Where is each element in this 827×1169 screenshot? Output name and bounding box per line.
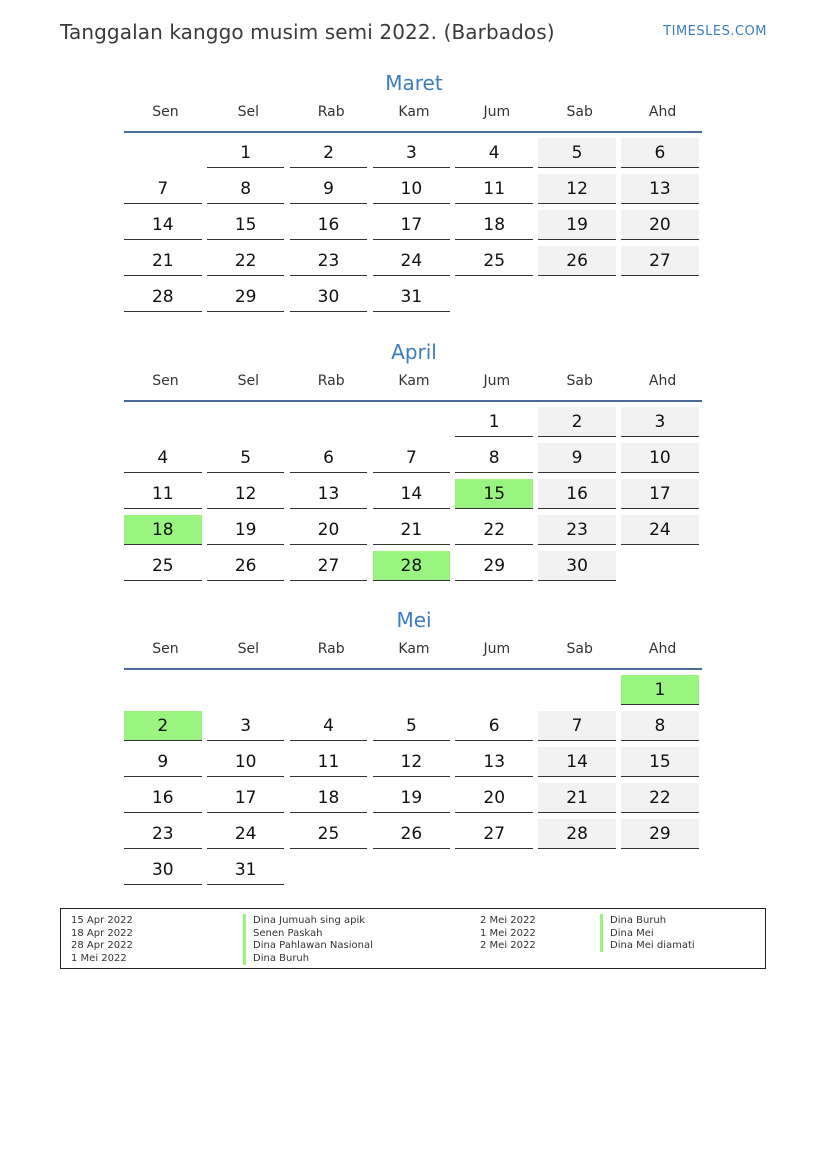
holiday-legend xyxy=(60,908,766,969)
day-cell[interactable]: 27 xyxy=(290,551,368,581)
day-cell[interactable]: 31 xyxy=(373,282,451,312)
week-row xyxy=(124,246,704,282)
weekday-label: Sab xyxy=(566,104,593,120)
empty-cell xyxy=(455,282,533,312)
day-cell[interactable]: 25 xyxy=(455,246,533,276)
week-row xyxy=(124,747,704,783)
weekday-header xyxy=(124,102,704,122)
week-row xyxy=(124,819,704,855)
day-cell[interactable]: 1 xyxy=(621,675,699,705)
week-row xyxy=(124,174,704,210)
week-row xyxy=(124,210,704,246)
day-cell[interactable]: 15 xyxy=(621,747,699,777)
week-row xyxy=(124,282,704,318)
weekday-label: Sel xyxy=(237,104,259,120)
day-cell[interactable]: 6 xyxy=(621,138,699,168)
empty-cell xyxy=(373,407,451,437)
day-cell[interactable]: 8 xyxy=(207,174,285,204)
empty-cell xyxy=(621,855,699,885)
weekday-label: Sel xyxy=(237,641,259,657)
day-cell[interactable]: 26 xyxy=(373,819,451,849)
empty-cell xyxy=(621,551,699,581)
weekday-label: Sen xyxy=(152,373,179,389)
day-cell[interactable]: 5 xyxy=(538,138,616,168)
day-cell[interactable]: 14 xyxy=(373,479,451,509)
weekday-label: Rab xyxy=(317,373,345,389)
day-cell[interactable]: 22 xyxy=(455,515,533,545)
month-title: April xyxy=(391,340,437,364)
legend-row xyxy=(61,952,765,965)
empty-cell xyxy=(207,675,285,705)
day-cell[interactable]: 26 xyxy=(538,246,616,276)
day-cell[interactable]: 27 xyxy=(455,819,533,849)
legend-row xyxy=(61,914,765,927)
week-row xyxy=(124,407,704,443)
week-row xyxy=(124,783,704,819)
day-cell[interactable]: 17 xyxy=(621,479,699,509)
legend-date: 2 Mei 2022 xyxy=(480,940,536,952)
day-cell[interactable]: 12 xyxy=(538,174,616,204)
empty-cell xyxy=(124,675,202,705)
day-cell[interactable]: 31 xyxy=(207,855,285,885)
day-cell[interactable]: 19 xyxy=(207,515,285,545)
empty-cell xyxy=(290,855,368,885)
empty-cell xyxy=(538,855,616,885)
legend-holiday-name: Senen Paskah xyxy=(243,927,483,940)
day-cell[interactable]: 30 xyxy=(124,855,202,885)
day-cell[interactable]: 24 xyxy=(207,819,285,849)
month-title: Mei xyxy=(396,608,432,632)
day-cell[interactable]: 5 xyxy=(373,711,451,741)
day-cell[interactable]: 1 xyxy=(455,407,533,437)
day-cell[interactable]: 10 xyxy=(621,443,699,473)
day-cell[interactable]: 7 xyxy=(538,711,616,741)
week-row xyxy=(124,443,704,479)
day-cell[interactable]: 27 xyxy=(621,246,699,276)
day-cell[interactable]: 10 xyxy=(373,174,451,204)
day-cell[interactable]: 11 xyxy=(455,174,533,204)
day-cell[interactable]: 21 xyxy=(124,246,202,276)
header-divider xyxy=(124,131,702,133)
day-cell[interactable]: 3 xyxy=(373,138,451,168)
weekday-label: Sel xyxy=(237,373,259,389)
legend-date: 1 Mei 2022 xyxy=(480,927,536,939)
day-cell[interactable]: 30 xyxy=(538,551,616,581)
legend-holiday-name: Dina Buruh xyxy=(243,952,483,965)
month-calendar xyxy=(124,337,704,587)
day-cell[interactable]: 29 xyxy=(455,551,533,581)
page-title: Tanggalan kanggo musim semi 2022. (Barbados) xyxy=(60,20,555,44)
day-cell[interactable]: 20 xyxy=(290,515,368,545)
week-row xyxy=(124,479,704,515)
day-cell[interactable]: 11 xyxy=(124,479,202,509)
brand-link[interactable]: TIMESLES.COM xyxy=(663,24,767,39)
day-cell[interactable]: 25 xyxy=(290,819,368,849)
legend-date: 2 Mei 2022 xyxy=(480,915,536,926)
day-cell[interactable]: 13 xyxy=(290,479,368,509)
day-cell[interactable]: 23 xyxy=(124,819,202,849)
day-cell[interactable]: 12 xyxy=(207,479,285,509)
day-cell[interactable]: 10 xyxy=(207,747,285,777)
legend-date: 28 Apr 2022 xyxy=(71,940,133,952)
weekday-label: Kam xyxy=(398,641,430,657)
day-cell[interactable]: 15 xyxy=(455,479,533,509)
empty-cell xyxy=(290,675,368,705)
day-cell[interactable]: 20 xyxy=(455,783,533,813)
day-cell[interactable]: 21 xyxy=(538,783,616,813)
empty-cell xyxy=(621,282,699,312)
empty-cell xyxy=(538,675,616,705)
day-cell[interactable]: 24 xyxy=(373,246,451,276)
day-cell[interactable]: 7 xyxy=(124,174,202,204)
weekday-label: Sen xyxy=(152,104,179,120)
legend-row xyxy=(61,939,765,952)
header-divider xyxy=(124,400,702,402)
day-cell[interactable]: 18 xyxy=(290,783,368,813)
empty-cell xyxy=(455,855,533,885)
day-cell[interactable]: 8 xyxy=(455,443,533,473)
empty-cell xyxy=(538,282,616,312)
day-cell[interactable]: 20 xyxy=(621,210,699,240)
day-cell[interactable]: 19 xyxy=(538,210,616,240)
day-cell[interactable]: 4 xyxy=(455,138,533,168)
day-cell[interactable]: 30 xyxy=(290,282,368,312)
day-cell[interactable]: 2 xyxy=(290,138,368,168)
day-cell[interactable]: 13 xyxy=(621,174,699,204)
week-row xyxy=(124,551,704,587)
empty-cell xyxy=(124,407,202,437)
empty-cell xyxy=(373,675,451,705)
day-cell[interactable]: 24 xyxy=(621,515,699,545)
weekday-label: Rab xyxy=(317,104,345,120)
day-cell[interactable]: 16 xyxy=(538,479,616,509)
day-cell[interactable]: 17 xyxy=(373,210,451,240)
weekday-label: Jum xyxy=(483,104,511,120)
legend-holiday-name: Dina Mei diamati xyxy=(600,939,827,952)
legend-holiday-name: Dina Mei xyxy=(600,927,827,940)
day-cell[interactable]: 18 xyxy=(124,515,202,545)
day-cell[interactable]: 4 xyxy=(124,443,202,473)
legend-row xyxy=(61,927,765,940)
day-cell[interactable]: 23 xyxy=(290,246,368,276)
day-cell[interactable]: 3 xyxy=(621,407,699,437)
day-cell[interactable]: 9 xyxy=(290,174,368,204)
empty-cell xyxy=(124,138,202,168)
day-cell[interactable]: 12 xyxy=(373,747,451,777)
day-cell[interactable]: 2 xyxy=(124,711,202,741)
day-cell[interactable]: 6 xyxy=(290,443,368,473)
day-cell[interactable]: 7 xyxy=(373,443,451,473)
week-row xyxy=(124,138,704,174)
day-cell[interactable]: 4 xyxy=(290,711,368,741)
weekday-label: Ahd xyxy=(648,641,677,657)
day-cell[interactable]: 26 xyxy=(207,551,285,581)
weekday-label: Jum xyxy=(483,373,511,389)
day-cell[interactable]: 16 xyxy=(290,210,368,240)
day-cell[interactable]: 6 xyxy=(455,711,533,741)
weekday-label: Rab xyxy=(317,641,345,657)
day-cell[interactable]: 21 xyxy=(373,515,451,545)
weekday-label: Jum xyxy=(483,641,511,657)
weekday-header xyxy=(124,639,704,659)
day-cell[interactable]: 9 xyxy=(538,443,616,473)
day-cell[interactable]: 15 xyxy=(207,210,285,240)
week-row xyxy=(124,515,704,551)
day-cell[interactable]: 28 xyxy=(124,282,202,312)
day-cell[interactable]: 29 xyxy=(207,282,285,312)
weekday-header xyxy=(124,371,704,391)
day-cell[interactable]: 17 xyxy=(207,783,285,813)
weekday-label: Kam xyxy=(398,104,430,120)
day-cell[interactable]: 13 xyxy=(455,747,533,777)
day-cell[interactable]: 22 xyxy=(207,246,285,276)
day-cell[interactable]: 22 xyxy=(621,783,699,813)
day-cell[interactable]: 28 xyxy=(538,819,616,849)
day-cell[interactable]: 3 xyxy=(207,711,285,741)
legend-date: 18 Apr 2022 xyxy=(71,927,133,939)
empty-cell xyxy=(290,407,368,437)
weekday-label: Sen xyxy=(152,641,179,657)
week-row xyxy=(124,711,704,747)
weekday-label: Sab xyxy=(566,641,593,657)
legend-holiday-name: Dina Buruh xyxy=(600,914,827,927)
legend-date: 1 Mei 2022 xyxy=(71,952,127,964)
legend-holiday-name: Dina Pahlawan Nasional xyxy=(243,939,483,952)
day-cell[interactable]: 14 xyxy=(124,210,202,240)
legend-date: 15 Apr 2022 xyxy=(71,915,133,926)
day-cell[interactable]: 14 xyxy=(538,747,616,777)
day-cell[interactable]: 19 xyxy=(373,783,451,813)
empty-cell xyxy=(455,675,533,705)
empty-cell xyxy=(207,407,285,437)
legend-holiday-name: Dina Jumuah sing apik xyxy=(243,914,483,927)
month-calendar xyxy=(124,605,704,891)
header-divider xyxy=(124,668,702,670)
weekday-label: Sab xyxy=(566,373,593,389)
weekday-label: Ahd xyxy=(648,373,677,389)
day-cell[interactable]: 2 xyxy=(538,407,616,437)
week-row xyxy=(124,675,704,711)
empty-cell xyxy=(373,855,451,885)
day-cell[interactable]: 8 xyxy=(621,711,699,741)
day-cell[interactable]: 1 xyxy=(207,138,285,168)
day-cell[interactable]: 9 xyxy=(124,747,202,777)
day-cell[interactable]: 5 xyxy=(207,443,285,473)
day-cell[interactable]: 23 xyxy=(538,515,616,545)
day-cell[interactable]: 18 xyxy=(455,210,533,240)
day-cell[interactable]: 25 xyxy=(124,551,202,581)
month-title: Maret xyxy=(385,71,443,95)
day-cell[interactable]: 29 xyxy=(621,819,699,849)
day-cell[interactable]: 11 xyxy=(290,747,368,777)
day-cell[interactable]: 28 xyxy=(373,551,451,581)
weekday-label: Kam xyxy=(398,373,430,389)
week-row xyxy=(124,855,704,891)
day-cell[interactable]: 16 xyxy=(124,783,202,813)
month-calendar xyxy=(124,68,704,318)
weekday-label: Ahd xyxy=(648,104,677,120)
